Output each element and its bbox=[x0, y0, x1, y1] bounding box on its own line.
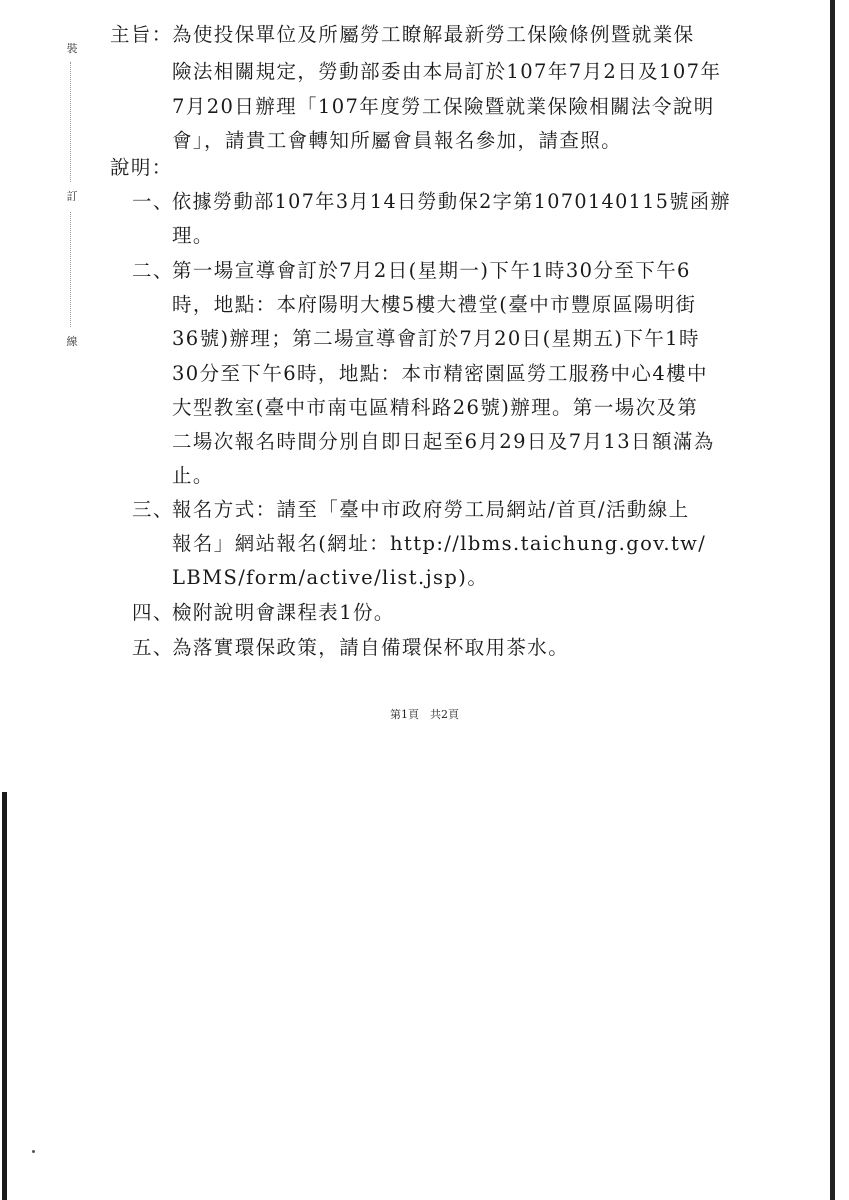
binding-mark-bottom: 線 bbox=[66, 335, 78, 348]
subject-line: 為使投保單位及所屬勞工瞭解最新勞工保險條例暨就業保 bbox=[172, 23, 695, 46]
list-marker: 二、 bbox=[132, 259, 174, 282]
scan-speck bbox=[32, 1150, 35, 1153]
scan-edge-right bbox=[830, 0, 835, 1200]
scan-edge-left bbox=[2, 792, 7, 1200]
list-line: 止。 bbox=[172, 464, 214, 487]
list-line: 30分至下午6時，地點：本市精密園區勞工服務中心4樓中 bbox=[172, 362, 708, 385]
list-line: 檢附說明會課程表1份。 bbox=[172, 601, 395, 624]
list-line: 理。 bbox=[172, 224, 214, 247]
list-line: LBMS/form/active/list.jsp)。 bbox=[172, 566, 489, 589]
list-marker: 四、 bbox=[132, 601, 174, 624]
subject-line: 險法相關規定，勞動部委由本局訂於107年7月2日及107年 bbox=[172, 60, 722, 83]
subject-line: 7月20日辦理「107年度勞工保險暨就業保險相關法令說明 bbox=[172, 95, 715, 118]
list-line: 大型教室(臺中市南屯區精科路26號)辦理。第一場次及第 bbox=[172, 396, 699, 419]
list-marker: 一、 bbox=[132, 190, 174, 213]
list-marker: 五、 bbox=[132, 636, 174, 659]
list-line: 報名」網站報名(網址：http://lbms.taichung.gov.tw/ bbox=[172, 532, 707, 555]
list-line: 依據勞動部107年3月14日勞動保2字第1070140115號函辦 bbox=[172, 190, 731, 213]
explanation-label: 說明： bbox=[110, 156, 173, 179]
list-line: 時，地點：本府陽明大樓5樓大禮堂(臺中市豐原區陽明街 bbox=[172, 293, 697, 316]
subject-line: 會」，請貴工會轉知所屬會員報名參加，請查照。 bbox=[172, 129, 623, 152]
subject-label: 主旨： bbox=[110, 23, 173, 46]
list-line: 二場次報名時間分別自即日起至6月29日及7月13日額滿為 bbox=[172, 430, 715, 453]
binding-mark-top: 裝 bbox=[66, 42, 78, 55]
list-marker: 三、 bbox=[132, 498, 174, 521]
list-line: 報名方式：請至「臺中市政府勞工局網站/首頁/活動線上 bbox=[172, 498, 690, 521]
list-line: 為落實環保政策，請自備環保杯取用茶水。 bbox=[172, 636, 570, 659]
list-line: 36號)辦理；第二場宣導會訂於7月20日(星期五)下午1時 bbox=[172, 327, 700, 350]
page-number: 第1頁 共2頁 bbox=[390, 708, 459, 721]
list-line: 第一場宣導會訂於7月2日(星期一)下午1時30分至下午6 bbox=[172, 259, 691, 282]
binding-mark-middle: 訂 bbox=[66, 190, 78, 203]
binding-dotted-line bbox=[70, 212, 73, 327]
binding-dotted-line bbox=[70, 62, 73, 182]
